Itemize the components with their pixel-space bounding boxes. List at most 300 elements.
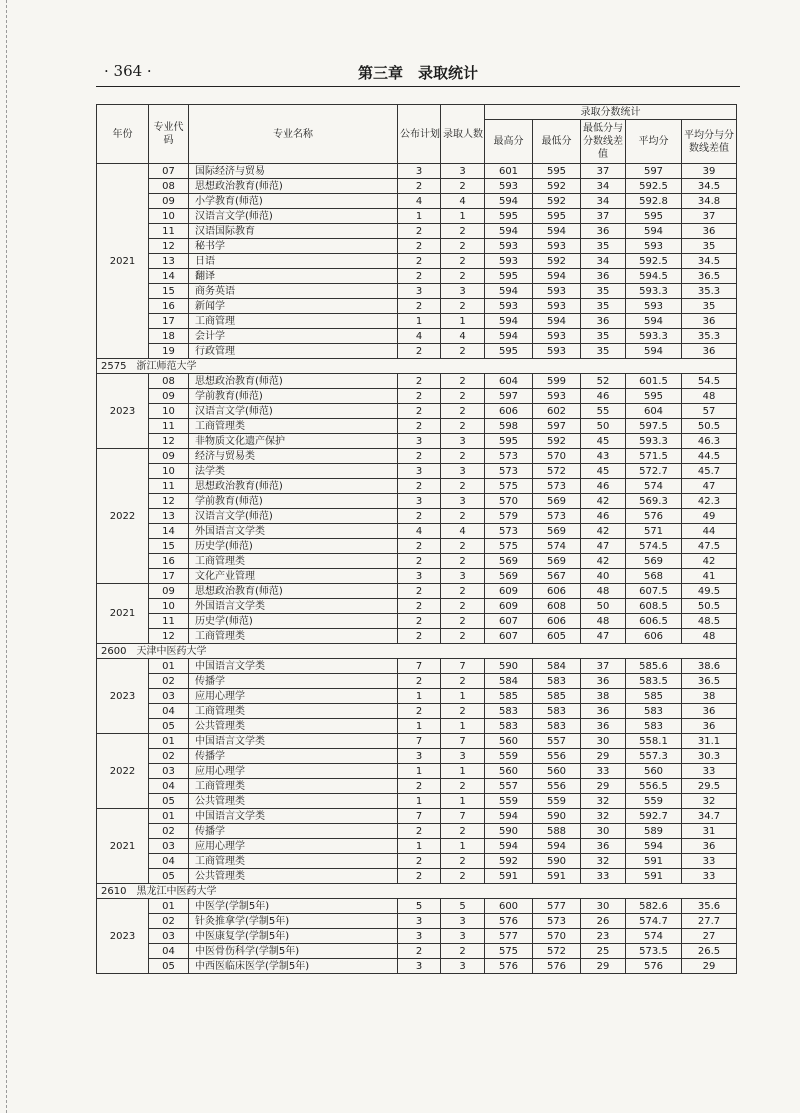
avg-cell: 608.5 (626, 599, 682, 614)
col-plan: 公布计划 (398, 105, 441, 164)
school-name: 2600 天津中医药大学 (97, 644, 737, 659)
name-cell: 应用心理学 (189, 689, 398, 704)
max-cell: 594 (485, 314, 533, 329)
min-cell: 573 (533, 479, 581, 494)
max-cell: 570 (485, 494, 533, 509)
avg-diff-cell: 44.5 (682, 449, 737, 464)
min-cell: 569 (533, 554, 581, 569)
max-cell: 595 (485, 344, 533, 359)
avg-diff-cell: 35.3 (682, 284, 737, 299)
avg-diff-cell: 31 (682, 824, 737, 839)
avg-diff-cell: 57 (682, 404, 737, 419)
col-avg-diff: 平均分与分数线差值 (682, 120, 737, 164)
avg-cell: 589 (626, 824, 682, 839)
admitted-cell: 2 (441, 869, 485, 884)
min-diff-cell: 46 (581, 479, 626, 494)
table-row (97, 824, 737, 839)
plan-cell: 2 (398, 554, 441, 569)
min-cell: 606 (533, 584, 581, 599)
table-row (97, 434, 737, 449)
avg-diff-cell: 26.5 (682, 944, 737, 959)
avg-cell: 594 (626, 224, 682, 239)
admitted-cell: 1 (441, 719, 485, 734)
name-cell: 公共管理类 (189, 719, 398, 734)
name-cell: 公共管理类 (189, 869, 398, 884)
plan-cell: 4 (398, 329, 441, 344)
year-cell: 2022 (97, 449, 149, 584)
code-cell: 02 (149, 824, 189, 839)
school-row (97, 359, 737, 374)
max-cell: 594 (485, 194, 533, 209)
admitted-cell: 3 (441, 464, 485, 479)
avg-diff-cell: 38.6 (682, 659, 737, 674)
avg-diff-cell: 29.5 (682, 779, 737, 794)
max-cell: 575 (485, 539, 533, 554)
avg-diff-cell: 36 (682, 719, 737, 734)
min-diff-cell: 30 (581, 824, 626, 839)
max-cell: 584 (485, 674, 533, 689)
table-row (97, 389, 737, 404)
code-cell: 02 (149, 749, 189, 764)
avg-cell: 592.7 (626, 809, 682, 824)
min-diff-cell: 42 (581, 524, 626, 539)
min-diff-cell: 46 (581, 509, 626, 524)
min-diff-cell: 25 (581, 944, 626, 959)
code-cell: 12 (149, 434, 189, 449)
plan-cell: 2 (398, 674, 441, 689)
name-cell: 中国语言文学类 (189, 734, 398, 749)
min-cell: 583 (533, 719, 581, 734)
avg-cell: 594.5 (626, 269, 682, 284)
min-diff-cell: 35 (581, 344, 626, 359)
min-diff-cell: 32 (581, 854, 626, 869)
min-cell: 557 (533, 734, 581, 749)
code-cell: 04 (149, 944, 189, 959)
code-cell: 02 (149, 674, 189, 689)
min-diff-cell: 23 (581, 929, 626, 944)
avg-cell: 604 (626, 404, 682, 419)
min-cell: 593 (533, 299, 581, 314)
name-cell: 传播学 (189, 824, 398, 839)
admitted-cell: 2 (441, 509, 485, 524)
avg-cell: 606 (626, 629, 682, 644)
min-cell: 570 (533, 929, 581, 944)
table-header (97, 105, 737, 164)
code-cell: 17 (149, 314, 189, 329)
table-row (97, 734, 737, 749)
admitted-cell: 2 (441, 389, 485, 404)
name-cell: 学前教育(师范) (189, 389, 398, 404)
min-diff-cell: 37 (581, 164, 626, 179)
avg-cell: 601.5 (626, 374, 682, 389)
avg-cell: 574.7 (626, 914, 682, 929)
avg-diff-cell: 50.5 (682, 419, 737, 434)
name-cell: 工商管理 (189, 314, 398, 329)
table-row (97, 164, 737, 179)
min-cell: 556 (533, 779, 581, 794)
min-diff-cell: 47 (581, 539, 626, 554)
plan-cell: 2 (398, 299, 441, 314)
avg-cell: 593 (626, 239, 682, 254)
min-cell: 606 (533, 614, 581, 629)
name-cell: 历史学(师范) (189, 614, 398, 629)
avg-cell: 568 (626, 569, 682, 584)
max-cell: 607 (485, 629, 533, 644)
admitted-cell: 2 (441, 554, 485, 569)
min-cell: 602 (533, 404, 581, 419)
min-cell: 592 (533, 434, 581, 449)
max-cell: 585 (485, 689, 533, 704)
avg-diff-cell: 36 (682, 224, 737, 239)
col-code: 专业代码 (149, 105, 189, 164)
min-cell: 573 (533, 914, 581, 929)
min-diff-cell: 34 (581, 194, 626, 209)
min-diff-cell: 29 (581, 779, 626, 794)
admitted-cell: 2 (441, 539, 485, 554)
name-cell: 日语 (189, 254, 398, 269)
table-row (97, 464, 737, 479)
min-diff-cell: 42 (581, 554, 626, 569)
table-row (97, 704, 737, 719)
name-cell: 小学教育(师范) (189, 194, 398, 209)
code-cell: 12 (149, 629, 189, 644)
name-cell: 外国语言文学类 (189, 599, 398, 614)
max-cell: 595 (485, 269, 533, 284)
code-cell: 05 (149, 719, 189, 734)
min-cell: 592 (533, 179, 581, 194)
avg-diff-cell: 32 (682, 794, 737, 809)
min-diff-cell: 36 (581, 269, 626, 284)
min-diff-cell: 29 (581, 959, 626, 974)
min-diff-cell: 32 (581, 794, 626, 809)
code-cell: 09 (149, 584, 189, 599)
table-row (97, 929, 737, 944)
code-cell: 10 (149, 599, 189, 614)
admitted-cell: 2 (441, 299, 485, 314)
avg-cell: 607.5 (626, 584, 682, 599)
name-cell: 国际经济与贸易 (189, 164, 398, 179)
plan-cell: 3 (398, 929, 441, 944)
admitted-cell: 2 (441, 224, 485, 239)
min-diff-cell: 55 (581, 404, 626, 419)
name-cell: 工商管理类 (189, 629, 398, 644)
year-cell: 2021 (97, 164, 149, 359)
admitted-cell: 1 (441, 209, 485, 224)
plan-cell: 1 (398, 794, 441, 809)
code-cell: 09 (149, 389, 189, 404)
avg-cell: 573.5 (626, 944, 682, 959)
table-row (97, 689, 737, 704)
admitted-cell: 1 (441, 314, 485, 329)
table-row (97, 509, 737, 524)
admitted-cell: 1 (441, 794, 485, 809)
min-diff-cell: 34 (581, 179, 626, 194)
code-cell: 14 (149, 269, 189, 284)
min-diff-cell: 33 (581, 764, 626, 779)
min-cell: 570 (533, 449, 581, 464)
name-cell: 公共管理类 (189, 794, 398, 809)
max-cell: 583 (485, 704, 533, 719)
plan-cell: 2 (398, 599, 441, 614)
max-cell: 604 (485, 374, 533, 389)
code-cell: 04 (149, 704, 189, 719)
max-cell: 591 (485, 869, 533, 884)
plan-cell: 2 (398, 779, 441, 794)
name-cell: 工商管理类 (189, 779, 398, 794)
avg-diff-cell: 36.5 (682, 674, 737, 689)
admitted-cell: 3 (441, 914, 485, 929)
min-diff-cell: 32 (581, 809, 626, 824)
col-year: 年份 (97, 105, 149, 164)
max-cell: 601 (485, 164, 533, 179)
admitted-cell: 2 (441, 674, 485, 689)
min-cell: 556 (533, 749, 581, 764)
min-diff-cell: 35 (581, 299, 626, 314)
name-cell: 工商管理类 (189, 419, 398, 434)
avg-cell: 594 (626, 839, 682, 854)
avg-cell: 592.5 (626, 254, 682, 269)
table-row (97, 254, 737, 269)
min-diff-cell: 50 (581, 419, 626, 434)
code-cell: 13 (149, 509, 189, 524)
code-cell: 03 (149, 839, 189, 854)
code-cell: 09 (149, 449, 189, 464)
min-diff-cell: 35 (581, 239, 626, 254)
name-cell: 新闻学 (189, 299, 398, 314)
plan-cell: 2 (398, 614, 441, 629)
max-cell: 590 (485, 659, 533, 674)
code-cell: 13 (149, 254, 189, 269)
min-diff-cell: 36 (581, 704, 626, 719)
table-row (97, 569, 737, 584)
max-cell: 590 (485, 824, 533, 839)
avg-cell: 597 (626, 164, 682, 179)
table-row (97, 614, 737, 629)
avg-diff-cell: 41 (682, 569, 737, 584)
table-row (97, 299, 737, 314)
year-cell: 2021 (97, 584, 149, 644)
min-cell: 583 (533, 674, 581, 689)
max-cell: 594 (485, 284, 533, 299)
name-cell: 外国语言文学类 (189, 524, 398, 539)
max-cell: 594 (485, 224, 533, 239)
min-diff-cell: 37 (581, 659, 626, 674)
name-cell: 文化产业管理 (189, 569, 398, 584)
avg-diff-cell: 54.5 (682, 374, 737, 389)
max-cell: 593 (485, 239, 533, 254)
plan-cell: 2 (398, 869, 441, 884)
admitted-cell: 7 (441, 809, 485, 824)
table-row (97, 179, 737, 194)
avg-cell: 591 (626, 854, 682, 869)
avg-cell: 583 (626, 704, 682, 719)
min-cell: 585 (533, 689, 581, 704)
name-cell: 中国语言文学类 (189, 659, 398, 674)
max-cell: 607 (485, 614, 533, 629)
table-row (97, 209, 737, 224)
avg-diff-cell: 37 (682, 209, 737, 224)
min-cell: 572 (533, 464, 581, 479)
table-row (97, 194, 737, 209)
max-cell: 598 (485, 419, 533, 434)
table-row (97, 479, 737, 494)
avg-diff-cell: 47.5 (682, 539, 737, 554)
avg-diff-cell: 45.7 (682, 464, 737, 479)
avg-diff-cell: 31.1 (682, 734, 737, 749)
code-cell: 12 (149, 494, 189, 509)
name-cell: 工商管理类 (189, 854, 398, 869)
admitted-cell: 3 (441, 959, 485, 974)
code-cell: 12 (149, 239, 189, 254)
code-cell: 16 (149, 554, 189, 569)
min-diff-cell: 26 (581, 914, 626, 929)
admitted-cell: 2 (441, 344, 485, 359)
name-cell: 应用心理学 (189, 839, 398, 854)
min-cell: 574 (533, 539, 581, 554)
admitted-cell: 1 (441, 764, 485, 779)
year-cell: 2023 (97, 899, 149, 974)
plan-cell: 1 (398, 209, 441, 224)
min-cell: 593 (533, 329, 581, 344)
admitted-cell: 3 (441, 284, 485, 299)
code-cell: 05 (149, 869, 189, 884)
min-diff-cell: 40 (581, 569, 626, 584)
plan-cell: 2 (398, 584, 441, 599)
avg-cell: 574 (626, 929, 682, 944)
min-cell: 608 (533, 599, 581, 614)
min-diff-cell: 45 (581, 434, 626, 449)
name-cell: 思想政治教育(师范) (189, 179, 398, 194)
min-diff-cell: 47 (581, 629, 626, 644)
table-row (97, 374, 737, 389)
max-cell: 557 (485, 779, 533, 794)
avg-cell: 576 (626, 959, 682, 974)
min-diff-cell: 29 (581, 749, 626, 764)
table-row (97, 719, 737, 734)
avg-cell: 572.7 (626, 464, 682, 479)
col-min: 最低分 (533, 120, 581, 164)
plan-cell: 2 (398, 389, 441, 404)
avg-diff-cell: 33 (682, 764, 737, 779)
admitted-cell: 2 (441, 704, 485, 719)
school-name: 2610 黑龙江中医药大学 (97, 884, 737, 899)
code-cell: 02 (149, 914, 189, 929)
plan-cell: 3 (398, 164, 441, 179)
avg-cell: 593.3 (626, 434, 682, 449)
avg-cell: 558.1 (626, 734, 682, 749)
avg-diff-cell: 35.6 (682, 899, 737, 914)
min-cell: 573 (533, 509, 581, 524)
table-row (97, 869, 737, 884)
min-diff-cell: 35 (581, 329, 626, 344)
code-cell: 05 (149, 794, 189, 809)
name-cell: 中医学(学制5年) (189, 899, 398, 914)
avg-diff-cell: 42.3 (682, 494, 737, 509)
min-cell: 594 (533, 314, 581, 329)
max-cell: 575 (485, 944, 533, 959)
admitted-cell: 7 (441, 659, 485, 674)
page-number: · 364 · (104, 62, 152, 80)
name-cell: 汉语言文学(师范) (189, 509, 398, 524)
plan-cell: 2 (398, 539, 441, 554)
avg-cell: 585 (626, 689, 682, 704)
max-cell: 593 (485, 299, 533, 314)
table-row (97, 239, 737, 254)
min-diff-cell: 52 (581, 374, 626, 389)
admitted-cell: 3 (441, 494, 485, 509)
max-cell: 609 (485, 599, 533, 614)
plan-cell: 1 (398, 839, 441, 854)
min-diff-cell: 36 (581, 839, 626, 854)
admitted-cell: 2 (441, 179, 485, 194)
min-cell: 569 (533, 524, 581, 539)
avg-diff-cell: 36.5 (682, 269, 737, 284)
min-cell: 594 (533, 839, 581, 854)
code-cell: 04 (149, 779, 189, 794)
avg-diff-cell: 44 (682, 524, 737, 539)
avg-diff-cell: 33 (682, 854, 737, 869)
max-cell: 569 (485, 554, 533, 569)
code-cell: 10 (149, 464, 189, 479)
plan-cell: 3 (398, 914, 441, 929)
table-row (97, 944, 737, 959)
name-cell: 针灸推拿学(学制5年) (189, 914, 398, 929)
min-diff-cell: 37 (581, 209, 626, 224)
code-cell: 14 (149, 524, 189, 539)
admitted-cell: 2 (441, 584, 485, 599)
avg-diff-cell: 48.5 (682, 614, 737, 629)
code-cell: 15 (149, 539, 189, 554)
name-cell: 翻译 (189, 269, 398, 284)
min-cell: 593 (533, 344, 581, 359)
plan-cell: 3 (398, 959, 441, 974)
avg-diff-cell: 29 (682, 959, 737, 974)
table-row (97, 539, 737, 554)
code-cell: 08 (149, 179, 189, 194)
min-cell: 590 (533, 809, 581, 824)
code-cell: 07 (149, 164, 189, 179)
max-cell: 597 (485, 389, 533, 404)
avg-cell: 592.8 (626, 194, 682, 209)
plan-cell: 2 (398, 479, 441, 494)
min-diff-cell: 48 (581, 584, 626, 599)
plan-cell: 2 (398, 419, 441, 434)
plan-cell: 3 (398, 749, 441, 764)
admitted-cell: 3 (441, 749, 485, 764)
avg-cell: 595 (626, 209, 682, 224)
admitted-cell: 2 (441, 629, 485, 644)
max-cell: 575 (485, 479, 533, 494)
avg-cell: 583 (626, 719, 682, 734)
plan-cell: 3 (398, 434, 441, 449)
min-diff-cell: 36 (581, 314, 626, 329)
max-cell: 594 (485, 329, 533, 344)
min-diff-cell: 46 (581, 389, 626, 404)
avg-cell: 597.5 (626, 419, 682, 434)
avg-diff-cell: 33 (682, 869, 737, 884)
admitted-cell: 3 (441, 434, 485, 449)
code-cell: 08 (149, 374, 189, 389)
admitted-cell: 2 (441, 419, 485, 434)
avg-cell: 559 (626, 794, 682, 809)
code-cell: 03 (149, 764, 189, 779)
code-cell: 10 (149, 209, 189, 224)
name-cell: 中国语言文学类 (189, 809, 398, 824)
admitted-cell: 2 (441, 614, 485, 629)
avg-cell: 592.5 (626, 179, 682, 194)
name-cell: 思想政治教育(师范) (189, 584, 398, 599)
avg-cell: 560 (626, 764, 682, 779)
